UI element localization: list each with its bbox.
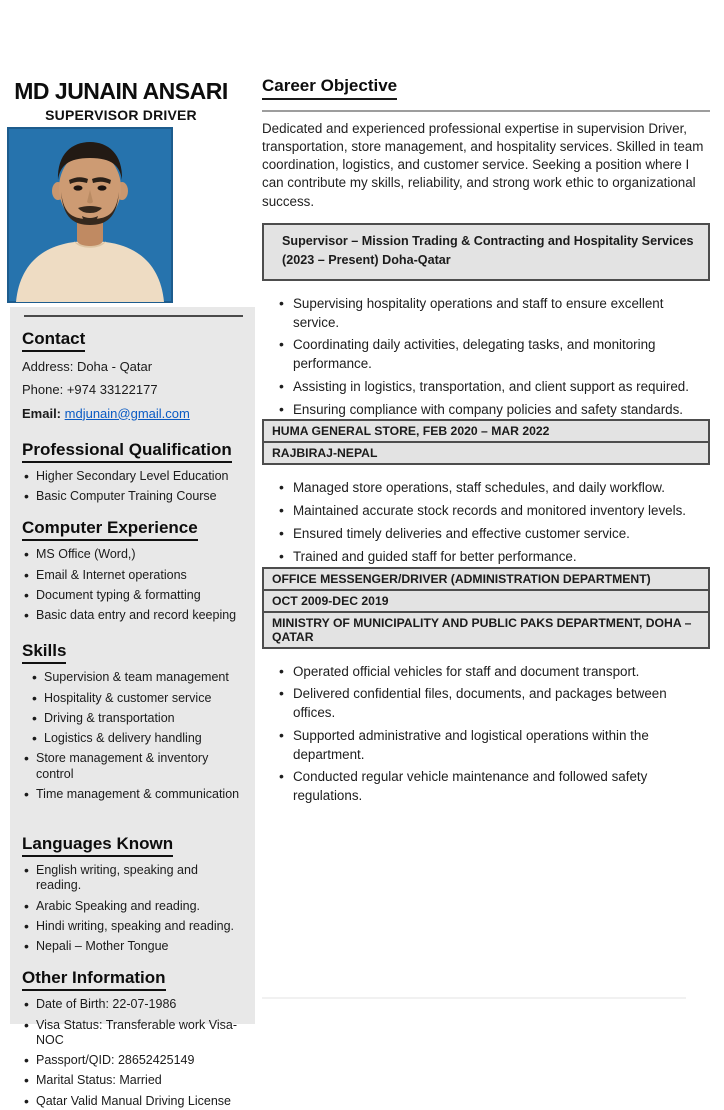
main-column <box>262 65 710 806</box>
bullet-item: • Operated official vehicles for staff and document transport. <box>278 663 710 682</box>
languages-section <box>22 834 245 954</box>
experience-1-bullets <box>278 479 710 566</box>
career-objective-text: Dedicated and experienced professional expertise in supervision Driver, transportation, store management, and hospitality services. Skilled in team coordination, logistics, and customer service. Seeking a position where I can contribute my skills, reliability, and strong work ethic to organizational success. <box>262 120 704 209</box>
list-item: • Time management & communication <box>22 787 245 802</box>
experience-0-header-box <box>262 223 710 281</box>
bullet-item: • Supported administrative and logistical operations within the department. <box>278 727 710 765</box>
bullet-item: • Maintained accurate stock records and monitored inventory levels. <box>278 502 710 521</box>
contact-heading: Contact <box>22 329 245 352</box>
candidate-photo <box>8 128 172 302</box>
professional-qualification-section <box>22 440 245 505</box>
list-item: • Marital Status: Married <box>22 1073 245 1088</box>
list-item: • MS Office (Word,) <box>22 547 245 562</box>
list-item: • Supervision & team management <box>30 670 245 685</box>
list-item: • Date of Birth: 22-07-1986 <box>22 997 245 1012</box>
list-item: • Qatar Valid Manual Driving License <box>22 1094 245 1109</box>
sidebar-top-divider <box>24 315 243 317</box>
bullet-item: • Coordinating daily activities, delegating tasks, and monitoring performance. <box>278 336 673 374</box>
bullet-item: • Conducted regular vehicle maintenance and followed safety regulations. <box>278 768 710 806</box>
list-item: • Nepali – Mother Tongue <box>22 939 245 954</box>
experience-1-header-box <box>262 419 710 465</box>
languages-heading: Languages Known <box>22 834 245 857</box>
list-item: • Hospitality & customer service <box>30 691 245 706</box>
career-objective-section <box>262 76 710 210</box>
professional-qualification-list <box>22 469 245 505</box>
email-link[interactable]: mdjunain@gmail.com <box>64 405 190 421</box>
bullet-item: • Supervising hospitality operations and staff to ensure excellent service. <box>278 295 710 333</box>
bullet-item: • Trained and guided staff for better performance. <box>278 548 710 567</box>
contact-address: Address: Doha - Qatar <box>22 359 153 374</box>
list-item: • Visa Status: Transferable work Visa-NOC <box>22 1018 245 1049</box>
computer-experience-section <box>22 518 245 623</box>
job-title: HUMA GENERAL STORE, FEB 2020 – MAR 2022 <box>264 421 708 441</box>
other-information-heading: Other Information <box>22 968 245 991</box>
bullet-item: • Delivered confidential files, documents, and packages between offices. <box>278 685 710 723</box>
computer-experience-heading: Computer Experience <box>22 518 245 541</box>
bullet-item: • Managed store operations, staff schedules, and daily workflow. <box>278 479 710 498</box>
bullet-item: • Assisting in logistics, transportation, and client support as required. <box>278 378 710 397</box>
career-objective-heading: Career Objective <box>262 76 710 100</box>
job-title: Supervisor – Mission Trading & Contracting and Hospitality Services (2023 – Present) Doha-Qatar <box>282 233 694 268</box>
experience-0-bullets <box>278 295 710 420</box>
list-item: • Email & Internet operations <box>22 568 245 583</box>
job-location: RAJBIRAJ-NEPAL <box>264 441 708 463</box>
skills-list <box>30 670 245 802</box>
list-item: • Passport/QID: 28652425149 <box>22 1053 245 1068</box>
list-item: • Higher Secondary Level Education <box>22 469 245 484</box>
bullet-item: • Ensuring compliance with company policies and safety standards. <box>278 401 710 420</box>
professional-qualification-heading: Professional Qualification <box>22 440 245 463</box>
list-item: • Hindi writing, speaking and reading. <box>22 919 245 934</box>
list-item: • Basic Computer Training Course <box>22 489 245 504</box>
job-employer: MINISTRY OF MUNICIPALITY AND PUBLIC PAKS DEPARTMENT, DOHA – QATAR <box>264 611 708 647</box>
sidebar <box>10 307 255 1108</box>
portrait-illustration <box>8 128 172 302</box>
languages-list <box>22 863 245 954</box>
heading-rule <box>262 110 710 112</box>
footer-divider <box>262 997 686 999</box>
list-item: • Basic data entry and record keeping <box>22 608 245 623</box>
experience-2-header-box <box>262 567 710 649</box>
skills-heading: Skills <box>22 641 245 664</box>
identity-block <box>5 0 237 123</box>
job-title: OFFICE MESSENGER/DRIVER (ADMINISTRATION DEPARTMENT) <box>264 569 708 589</box>
list-item: • English writing, speaking and reading. <box>22 863 245 894</box>
other-information-section <box>22 968 245 1109</box>
list-item: • Store management & inventory control <box>22 751 245 782</box>
skills-section <box>22 641 245 802</box>
list-item: • Document typing & formatting <box>22 588 245 603</box>
candidate-name: MD JUNAIN ANSARI <box>14 78 228 104</box>
other-information-list <box>22 997 245 1109</box>
list-item: • Logistics & delivery handling <box>30 731 245 746</box>
list-item: • Arabic Speaking and reading. <box>22 899 245 914</box>
job-dates: OCT 2009-DEC 2019 <box>264 589 708 611</box>
contact-section <box>22 329 245 422</box>
bullet-item: • Ensured timely deliveries and effective customer service. <box>278 525 710 544</box>
candidate-title: SUPERVISOR DRIVER <box>45 107 197 123</box>
experience-2-bullets <box>278 663 710 806</box>
contact-phone: Phone: +974 33122177 <box>22 382 158 398</box>
contact-email: Email: mdjunain@gmail.com <box>22 405 190 421</box>
computer-experience-list <box>22 547 245 623</box>
list-item: • Driving & transportation <box>30 711 245 726</box>
